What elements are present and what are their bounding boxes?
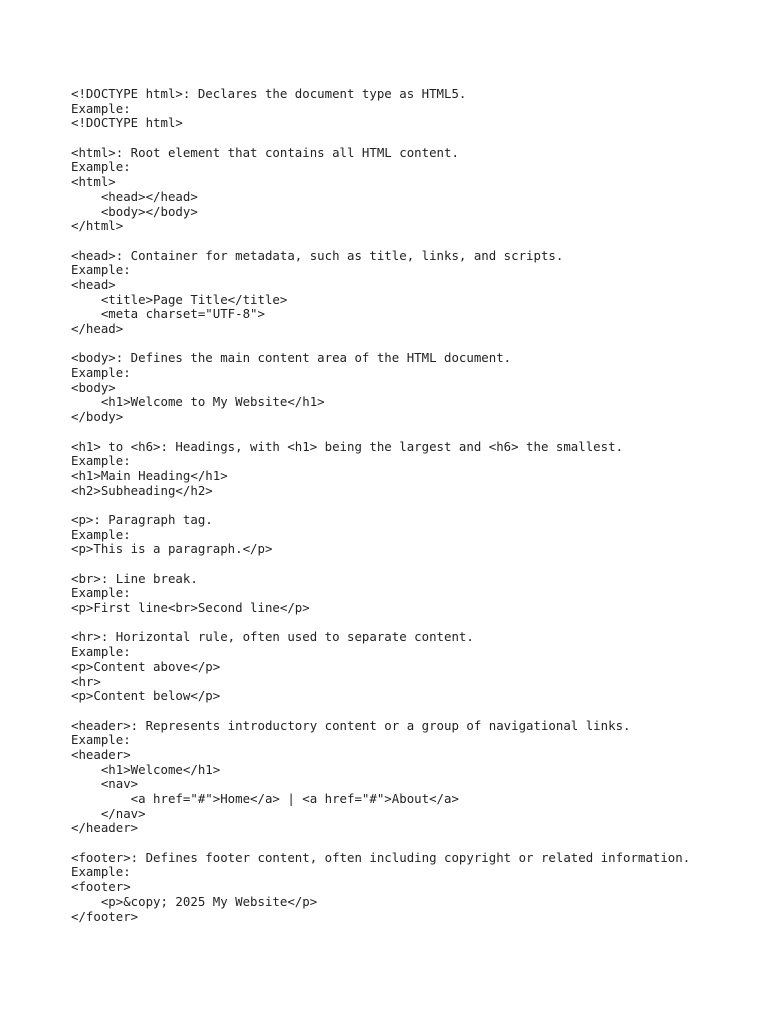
code-line: <head></head> — [71, 188, 198, 204]
code-line: <footer> — [71, 879, 131, 895]
example-label: Example: — [71, 100, 131, 116]
tag-description: <h1> to <h6>: Headings, with <h1> being the largest and <h6> the smallest. — [71, 438, 624, 454]
tag-description: <p>: Paragraph tag. — [71, 511, 213, 527]
document-body — [71, 87, 761, 939]
example-label: Example: — [71, 365, 131, 381]
tag-section — [71, 87, 761, 131]
tag-description: <hr>: Horizontal rule, often used to separate content. — [71, 629, 474, 645]
code-line: <title>Page Title</title> — [71, 291, 288, 307]
code-line: <h1>Welcome to My Website</h1> — [71, 394, 325, 410]
example-label: Example: — [71, 644, 131, 660]
tag-section — [71, 351, 761, 424]
code-line: </nav> — [71, 805, 146, 821]
tag-description: <footer>: Defines footer content, often including copyright or related information. — [71, 849, 691, 865]
code-line: <header> — [71, 746, 131, 762]
code-line: <p>Content above</p> — [71, 658, 221, 674]
tag-section — [71, 572, 761, 616]
code-line: <body></body> — [71, 203, 198, 219]
example-label: Example: — [71, 262, 131, 278]
example-label: Example: — [71, 526, 131, 542]
code-line: <meta charset="UTF-8"> — [71, 306, 265, 322]
example-label: Example: — [71, 453, 131, 469]
code-line: <hr> — [71, 673, 101, 689]
tag-section — [71, 851, 761, 924]
tag-section — [71, 440, 761, 499]
code-line: <p>&copy; 2025 My Website</p> — [71, 893, 318, 909]
code-line: <h1>Welcome</h1> — [71, 761, 221, 777]
tag-section — [71, 513, 761, 557]
code-line: <p>This is a paragraph.</p> — [71, 541, 273, 557]
example-label: Example: — [71, 732, 131, 748]
tag-section — [71, 249, 761, 337]
code-line: </footer> — [71, 908, 139, 924]
tag-description: <header>: Represents introductory content or a group of navigational links. — [71, 717, 631, 733]
code-line: <p>Content below</p> — [71, 688, 221, 704]
tag-section — [71, 719, 761, 837]
tag-section — [71, 146, 761, 234]
code-line: <p>First line<br>Second line</p> — [71, 600, 310, 616]
example-label: Example: — [71, 159, 131, 175]
code-line: <head> — [71, 276, 116, 292]
code-line: </html> — [71, 218, 124, 234]
code-line: </header> — [71, 820, 139, 836]
tag-description: <br>: Line break. — [71, 570, 198, 586]
code-line: <html> — [71, 174, 116, 190]
tag-description: <body>: Defines the main content area of the HTML document. — [71, 350, 512, 366]
code-line: <body> — [71, 379, 116, 395]
tag-description: <html>: Root element that contains all HTML content. — [71, 144, 459, 160]
tag-description: <!DOCTYPE html>: Declares the document type as HTML5. — [71, 86, 467, 101]
code-line: </head> — [71, 321, 124, 336]
code-line: <h1>Main Heading</h1> — [71, 467, 228, 483]
example-label: Example: — [71, 864, 131, 880]
code-line: <!DOCTYPE html> — [71, 115, 183, 131]
tag-section — [71, 630, 761, 703]
code-line: <h2>Subheading</h2> — [71, 482, 213, 498]
code-line: <a href="#">Home</a> | <a href="#">About</a> — [71, 791, 459, 806]
example-label: Example: — [71, 585, 131, 601]
code-line: </body> — [71, 409, 124, 425]
tag-description: <head>: Container for metadata, such as title, links, and scripts. — [71, 247, 564, 263]
code-line: <nav> — [71, 776, 139, 792]
